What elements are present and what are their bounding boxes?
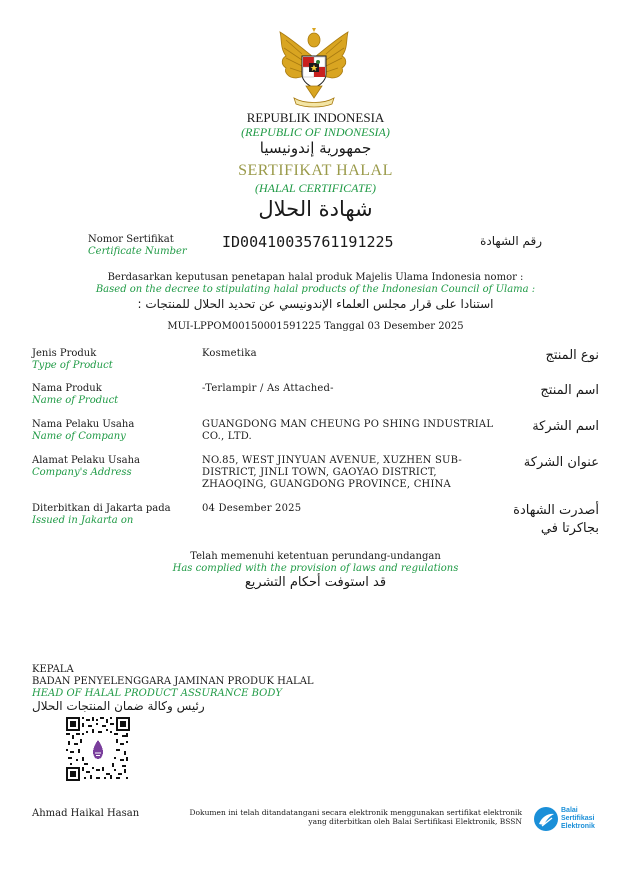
certificate-number: ID00410035761191225 xyxy=(222,233,394,251)
company-name-label: Nama Pelaku Usaha xyxy=(32,419,135,430)
product-type-label: Jenis Produk xyxy=(32,348,97,359)
company-address-value-line3: ZHAOQING, GUANGDONG PROVINCE, CHINA xyxy=(202,479,451,490)
decree-text: Berdasarkan keputusan penetapan halal produk Majelis Ulama Indonesia nomor : xyxy=(107,272,524,283)
signatory-name: Ahmad Haikal Hasan xyxy=(32,808,140,819)
company-address-label-en: Company's Address xyxy=(32,467,132,478)
certificate-number-label-en: Certificate Number xyxy=(88,246,187,257)
product-name-label-en: Name of Product xyxy=(32,395,119,406)
bsre-logo-text-line3: Elektronik xyxy=(561,823,595,830)
signatory-agency: BADAN PENYELENGGARA JAMINAN PRODUK HALAL xyxy=(32,676,314,687)
company-name-value-line1: GUANGDONG MAN CHEUNG PO SHING INDUSTRIAL xyxy=(202,419,494,430)
compliance-text-en: Has complied with the provision of laws and regulations xyxy=(172,563,459,574)
qr-code xyxy=(66,717,130,781)
certificate-number-label-ar: رقم الشهادة xyxy=(480,234,542,248)
signatory-title: KEPALA xyxy=(32,664,74,675)
company-name-label-ar: اسم الشركة xyxy=(532,419,599,434)
product-name-label-ar: اسم المنتج xyxy=(540,383,599,398)
certificate-number-label: Nomor Sertifikat xyxy=(88,234,174,245)
compliance-text-ar: قد استوفت أحكام التشريع xyxy=(244,575,387,590)
signatory-agency-en: HEAD OF HALAL PRODUCT ASSURANCE BODY xyxy=(32,688,282,699)
product-name-label: Nama Produk xyxy=(32,383,102,394)
compliance-text: Telah memenuhi ketentuan perundang-undangan xyxy=(190,551,441,562)
country-title-en: (REPUBLIC OF INDONESIA) xyxy=(241,125,390,139)
certificate-title-ar: شهادة الحلال xyxy=(258,197,373,221)
garuda-emblem xyxy=(272,26,356,108)
company-address-label-ar: عنوان الشركة xyxy=(523,455,599,470)
product-type-value: Kosmetika xyxy=(202,348,257,359)
issued-label-ar-line1: أصدرت الشهادة xyxy=(513,503,599,518)
e-signature-note-line2: yang diterbitkan oleh Balai Sertifikasi Elektronik, BSSN xyxy=(308,817,522,826)
issued-label-ar-line2: بجاكرتا في xyxy=(540,521,599,536)
bsre-logo-icon xyxy=(533,806,559,832)
issued-date: 04 Desember 2025 xyxy=(202,503,302,514)
company-address-label: Alamat Pelaku Usaha xyxy=(32,455,140,466)
country-title: REPUBLIK INDONESIA xyxy=(246,110,385,125)
e-signature-note-line1: Dokumen ini telah ditandatangani secara elektronik menggunakan sertifikat elektronik xyxy=(189,808,522,817)
bsre-logo-text-line2: Sertifikasi xyxy=(561,815,595,822)
product-type-label-en: Type of Product xyxy=(32,360,113,371)
decree-text-en: Based on the decree to stipulating halal products of the Indonesian Council of Ulama : xyxy=(95,284,536,295)
country-title-ar: جمهورية إندونيسيا xyxy=(259,139,372,157)
company-name-label-en: Name of Company xyxy=(32,431,126,442)
product-type-label-ar: نوع المنتج xyxy=(545,348,599,363)
company-address-value-line2: DISTRICT, JINLI TOWN, GAOYAO DISTRICT, xyxy=(202,467,437,478)
certificate-title: SERTIFIKAT HALAL xyxy=(238,162,393,179)
signatory-agency-ar: رئيس وكالة ضمان المنتجات الحلال xyxy=(32,699,205,713)
company-address-value-line1: NO.85, WEST JINYUAN AVENUE, XUZHEN SUB- xyxy=(202,455,462,466)
company-name-value-line2: CO., LTD. xyxy=(202,431,252,442)
certificate-title-en: (HALAL CERTIFICATE) xyxy=(254,181,376,195)
product-name-value: -Terlampir / As Attached- xyxy=(202,383,334,394)
issued-label-en: Issued in Jakarta on xyxy=(32,515,134,526)
bsre-logo-text-line1: Balai xyxy=(561,807,578,814)
decree-reference: MUI-LPPOM00150001591225 Tanggal 03 Desember 2025 xyxy=(167,321,464,332)
decree-text-ar: استنادا على قرار مجلس العلماء الإندونيسي عن تحديد الحلال للمنتجات : xyxy=(137,297,494,311)
issued-label: Diterbitkan di Jakarta pada xyxy=(32,503,171,514)
bsre-logo xyxy=(533,806,603,832)
